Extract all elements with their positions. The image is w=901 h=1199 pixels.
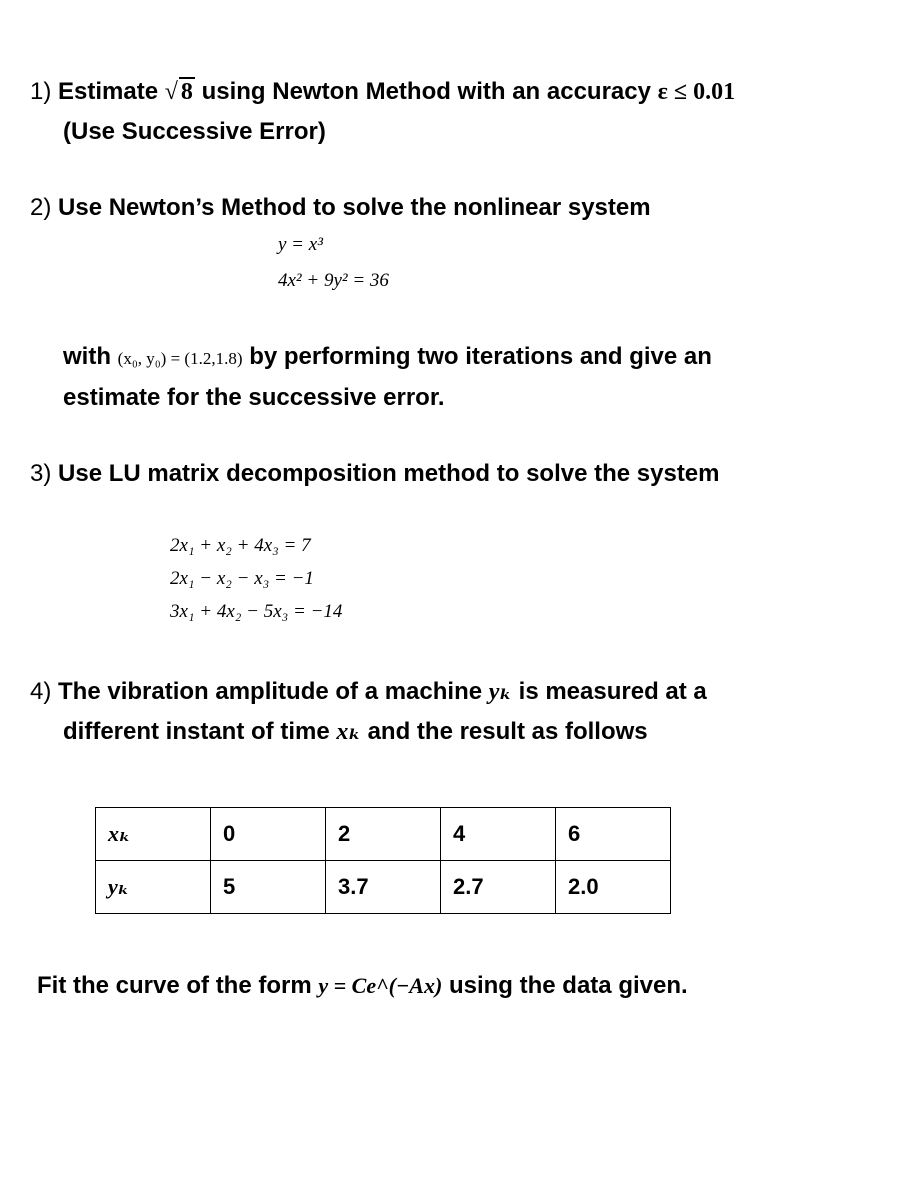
row-label: yₖ [96,861,211,914]
table-cell: 3.7 [326,861,441,914]
data-table [95,807,671,914]
table-cell: 2 [326,808,441,861]
fit-formula: y = Ce^(−Ax) [318,973,443,998]
q2-equation-1: y = x³ [278,234,323,255]
q4-text-post: is measured at a [518,678,707,705]
table-row [96,808,671,861]
q3-number: 3) [30,460,52,487]
table-cell: 5 [211,861,326,914]
table-row [96,861,671,914]
var-yk: yₖ [488,679,512,705]
q2-with: with [63,343,111,370]
q1-text-pre: Estimate [58,78,159,105]
table-cell: 2.7 [441,861,556,914]
fit-post: using the data given. [448,972,688,999]
q3-equation-3: 3x₁ + 4x₂ − 5x₃ = −14 [170,601,343,622]
q1-text-mid: using Newton Method with an accuracy [201,78,651,105]
q4-line1 [30,676,707,706]
q2-after: by performing two iterations and give an [249,343,712,370]
q2-equation-2: 4x² + 9y² = 36 [278,270,389,291]
q4-number: 4) [30,678,52,705]
var-xk: xₖ [336,719,361,745]
q2-number: 2) [30,194,52,221]
radicand: 8 [180,79,193,105]
q2-line4: estimate for the successive error. [63,384,445,411]
q3-line1 [30,460,720,488]
table-cell: 6 [556,808,671,861]
q2-line1 [30,194,651,222]
q1-line2: (Use Successive Error) [63,118,326,145]
q2-title: Use Newton’s Method to solve the nonlinear system [58,194,651,221]
fit-instruction [37,972,688,1000]
fit-pre: Fit the curve of the form [37,972,312,999]
table-cell: 4 [441,808,556,861]
q1-line1 [30,78,735,106]
sqrt-8-expression [165,79,195,106]
q3-title: Use LU matrix decomposition method to solve the system [58,460,720,487]
q3-equation-2: 2x₁ − x₂ − x₃ = −1 [170,568,314,589]
table-cell: 0 [211,808,326,861]
q4-line2-post: and the result as follows [367,718,648,745]
accuracy-condition: ε ≤ 0.01 [657,79,736,105]
initial-point: (x₀, y₀) = (1.2,1.8) [117,349,243,368]
q1-number: 1) [30,78,52,105]
q4-text-pre: The vibration amplitude of a machine [58,678,483,705]
q3-equation-1: 2x₁ + x₂ + 4x₃ = 7 [170,535,311,556]
radical-sign: √ [164,79,178,105]
q2-line3 [63,343,712,371]
q4-line2-pre: different instant of time [63,718,330,745]
table-cell: 2.0 [556,861,671,914]
q4-line2 [63,716,648,746]
row-label: xₖ [96,808,211,861]
